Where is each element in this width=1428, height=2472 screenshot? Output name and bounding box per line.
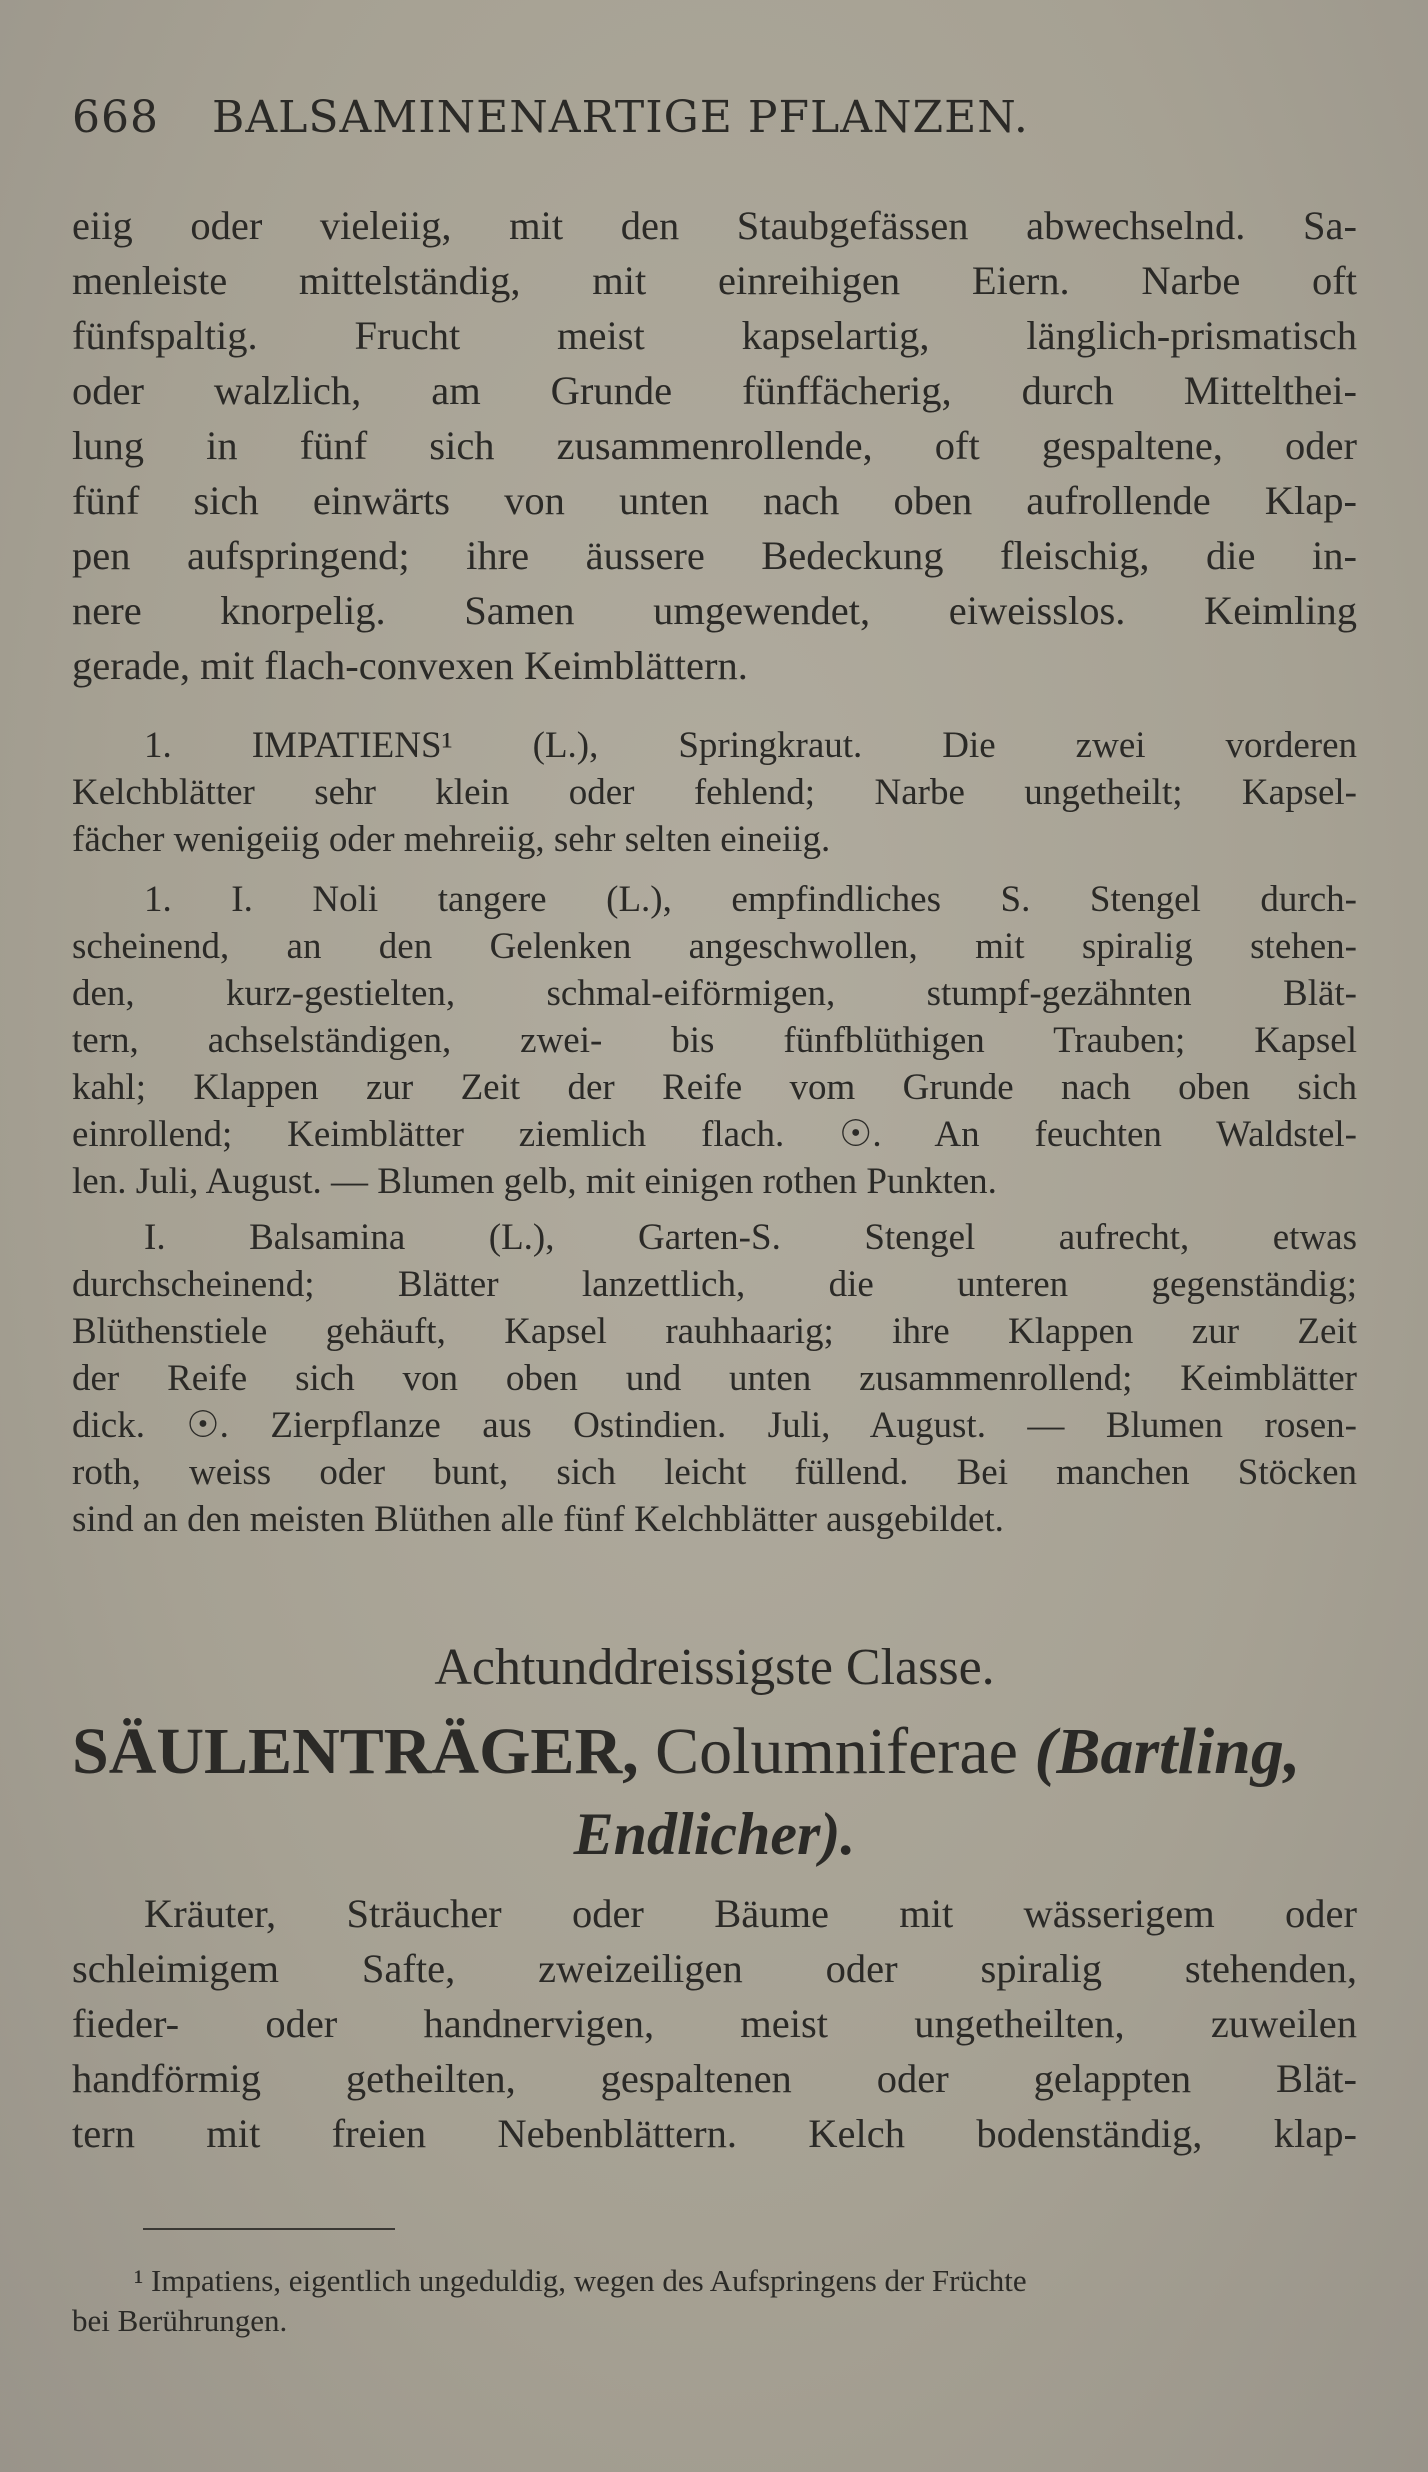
footnote-line: bei Berührungen. <box>72 2303 288 2338</box>
text-line: sind an den meisten Blüthen alle fünf Kelchblätter ausgebildet. <box>72 1499 1004 1540</box>
text-line: der Reife sich von oben und unten zusammenrollend; Keimblätter <box>72 1358 1357 1399</box>
text-line: Blüthenstiele gehäuft, Kapsel rauhhaarig; ihre Klappen zur Zeit <box>72 1311 1357 1352</box>
text-line: tern, achselständigen, zwei- bis fünfblüthigen Trauben; Kapsel <box>72 1020 1357 1061</box>
text-line: fieder- oder handnervigen, meist ungetheilten, zuweilen <box>72 2001 1357 2046</box>
text-line: durchscheinend; Blätter lanzettlich, die unteren gegenständig; <box>72 1264 1357 1305</box>
text-line: pen aufspringend; ihre äussere Bedeckung fleischig, die in- <box>72 533 1357 578</box>
text-line: Kelchblätter sehr klein oder fehlend; Narbe ungetheilt; Kapsel- <box>72 772 1357 813</box>
family-name: SÄULENTRÄGER, <box>72 1715 639 1788</box>
text-line: I. Balsamina (L.), Garten-S. Stengel aufrecht, etwas <box>144 1217 1357 1258</box>
page-number: 668 <box>72 92 159 143</box>
running-title: BALSAMINENARTIGE PFLANZEN. <box>212 92 1029 143</box>
running-header <box>72 92 1272 148</box>
text-line: 1. IMPATIENS¹ (L.), Springkraut. Die zwei vorderen <box>144 725 1357 766</box>
text-line: kahl; Klappen zur Zeit der Reife vom Grunde nach oben sich <box>72 1067 1357 1108</box>
text-line: fünf sich einwärts von unten nach oben aufrollende Klap- <box>72 478 1357 523</box>
family-authority: (Bartling, <box>1034 1715 1301 1788</box>
text-line: gerade, mit flach-convexen Keimblättern. <box>72 643 748 688</box>
text-line: roth, weiss oder bunt, sich leicht füllend. Bei manchen Stöcken <box>72 1452 1357 1493</box>
text-line: oder walzlich, am Grunde fünffächerig, durch Mittelthei- <box>72 368 1357 413</box>
footnote-line: ¹ Impatiens, eigentlich ungeduldig, wegen des Aufspringens der Früchte <box>134 2263 1027 2298</box>
text-line: 1. I. Noli tangere (L.), empfindliches S. Stengel durch- <box>144 879 1357 920</box>
family-heading <box>72 1712 1357 1792</box>
text-line: len. Juli, August. — Blumen gelb, mit einigen rothen Punkten. <box>72 1161 997 1202</box>
text-line: schleimigem Safte, zweizeiligen oder spiralig stehenden, <box>72 1946 1357 1991</box>
text-line: nere knorpelig. Samen umgewendet, eiweisslos. Keimling <box>72 588 1357 633</box>
text-line: handförmig getheilten, gespaltenen oder gelappten Blät- <box>72 2056 1357 2101</box>
text-line: Kräuter, Sträucher oder Bäume mit wässerigem oder <box>144 1891 1357 1936</box>
text-line: den, kurz-gestielten, schmal-eiförmigen, stumpf-gezähnten Blät- <box>72 973 1357 1014</box>
text-line: dick. ☉. Zierpflanze aus Ostindien. Juli, August. — Blumen rosen- <box>72 1405 1357 1446</box>
text-line: fächer wenigeiig oder mehreiig, sehr selten eineiig. <box>72 819 831 860</box>
text-line: tern mit freien Nebenblättern. Kelch bodenständig, klap- <box>72 2111 1357 2156</box>
text-line: menleiste mittelständig, mit einreihigen Eiern. Narbe oft <box>72 258 1357 303</box>
family-authority-continued: Endlicher). <box>573 1801 856 1867</box>
class-heading: Achtunddreissigste Classe. <box>434 1639 995 1696</box>
family-latin-name: Columniferae <box>655 1715 1018 1788</box>
text-line: einrollend; Keimblätter ziemlich flach. ☉. An feuchten Waldstel- <box>72 1114 1357 1155</box>
footnote-rule <box>143 2228 395 2230</box>
text-line: fünfspaltig. Frucht meist kapselartig, länglich-prismatisch <box>72 313 1357 358</box>
text-line: eiig oder vieleiig, mit den Staubgefässen abwechselnd. Sa- <box>72 203 1357 248</box>
text-line: lung in fünf sich zusammenrollende, oft gespaltene, oder <box>72 423 1357 468</box>
text-line: scheinend, an den Gelenken angeschwollen, mit spiralig stehen- <box>72 926 1357 967</box>
